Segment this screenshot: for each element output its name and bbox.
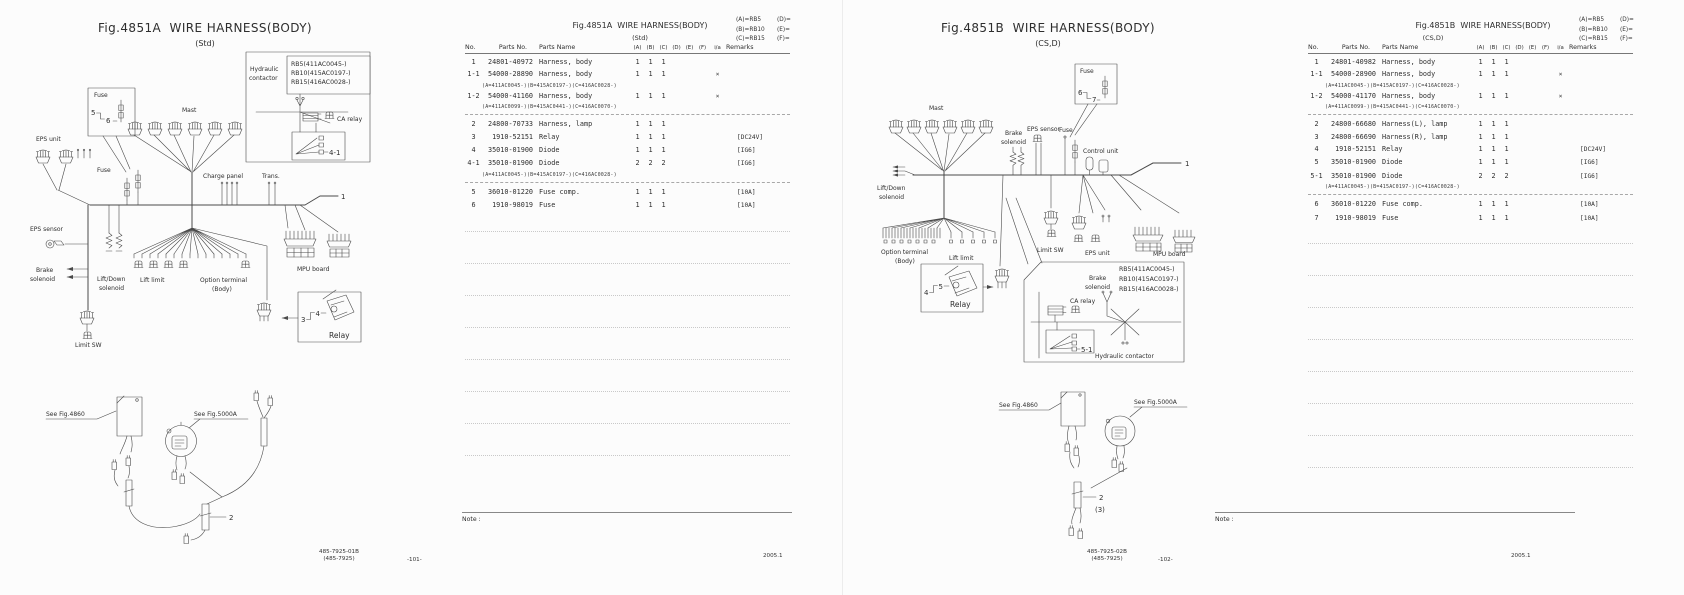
table-title: Fig.4851B WIRE HARNESS(BODY): [1415, 21, 1551, 30]
label-rb10: RB10(415AC0197-): [291, 70, 351, 77]
page-fig4851b: [842, 0, 1684, 595]
note-label: Note :: [462, 516, 481, 523]
callout-6: 6: [1078, 89, 1083, 97]
applicability-note: (A=411AC0045-)(B=415AC0197-)(C=416AC0028-): [482, 171, 617, 178]
label-fuse-2: Fuse: [1059, 127, 1073, 134]
model-legend: [1579, 16, 1634, 45]
label-see-fig4860: See Fig.4860: [46, 411, 85, 418]
doc-number: 485-7925-01B (485-7925): [319, 549, 359, 562]
label-brake-4: solenoid: [1085, 284, 1111, 291]
diagram-labels: [30, 61, 363, 522]
label-fuse: Fuse: [94, 92, 108, 99]
callout-4: 4: [315, 310, 320, 318]
diagram-title: Fig.4851A WIRE HARNESS(BODY): [97, 21, 313, 35]
label-mpu-board: MPU board: [297, 266, 330, 273]
eps-unit-connectors: [1072, 175, 1110, 242]
callout-5: 5: [91, 109, 96, 117]
label-brake-1: Brake: [36, 267, 54, 274]
table-subtitle: (CS,D): [1422, 34, 1444, 42]
label-control-unit: Control unit: [1083, 148, 1119, 155]
body-harness-fan: [134, 228, 250, 268]
label-see-fig4860: See Fig.4860: [999, 402, 1038, 409]
legend-row: (B)=RB10 (E)=: [1579, 26, 1634, 33]
table-row: 1-2 54000-41170 Harness, body 1 1 1 × (A=411AC0099-)(B=415AC0441-)(C=416AC0070-): [1308, 90, 1633, 115]
label-rb10: RB10(415AC0197-): [1119, 276, 1179, 283]
callout-1: 1: [1185, 160, 1190, 168]
fuse-callout-box: [88, 88, 135, 172]
limit-sw-connector: [80, 311, 94, 339]
empty-row-rule: [465, 423, 790, 424]
label-lift-limit: Lift limit: [949, 255, 974, 262]
label-rb5: RB5(411AC0045-): [291, 61, 347, 68]
mpu-board-connectors: [1111, 175, 1195, 252]
table-row: 1-1 54000-28890 Harness, body 1 1 1 × (A=411AC0045-)(B=415AC0197-)(C=416AC0028-): [465, 68, 790, 89]
legend-row: (B)=RB10 (E)=: [736, 26, 791, 33]
callout-2: 2: [229, 514, 234, 522]
empty-row-rule: [465, 455, 790, 456]
label-mpu-board: MPU board: [1153, 251, 1186, 258]
applicability-note: (A=411AC0099-)(B=415AC0441-)(C=416AC0070-): [1325, 104, 1460, 111]
label-brake-3: Brake: [1089, 275, 1107, 282]
label-option-terminal-2: (Body): [212, 286, 232, 293]
callout-4-1: 4-1: [329, 149, 341, 157]
legend-row: (C)=RB15 (F)=: [1579, 36, 1633, 42]
label-brake-2: solenoid: [30, 276, 56, 283]
label-ca-relay: CA relay: [337, 116, 363, 123]
empty-row-rule: [465, 263, 790, 264]
empty-row-rule: [1308, 403, 1633, 404]
callout-6: 6: [106, 117, 111, 125]
brake-solenoid-leads: [67, 267, 88, 279]
label-relay: Relay: [329, 331, 350, 340]
empty-row-rule: [1308, 243, 1633, 244]
label-fuse: Fuse: [1080, 68, 1094, 75]
label-liftdown-2: solenoid: [879, 194, 905, 201]
label-lift-limit: Lift limit: [140, 277, 165, 284]
applicability-note: (A=411AC0045-)(B=415AC0197-)(C=416AC0028-): [482, 82, 617, 89]
label-eps-unit: EPS unit: [1085, 250, 1110, 257]
diagram-subtitle: (CS,D): [1035, 39, 1061, 48]
inline-fuse-icons: [125, 170, 140, 205]
wire-harness-diagram-csd: [843, 0, 1243, 560]
parts-table-header: No. Parts No. Parts Name (A) (B) (C) (D) (E) (F) i/a Remarks: [465, 44, 790, 54]
ca-relay-icon: [1048, 306, 1080, 315]
label-mast: Mast: [182, 107, 197, 114]
charge-panel-pins: [221, 182, 276, 205]
callout-2-qty: (3): [1095, 506, 1105, 514]
label-rb15: RB15(416AC0028-): [1119, 286, 1179, 293]
callout-4: 4: [924, 289, 929, 297]
diagram-labels: [877, 68, 1189, 514]
fuse-icon: [119, 100, 123, 122]
main-trunk: [913, 163, 1181, 175]
empty-row-rule: [465, 231, 790, 232]
table-row: 4 1910-52151 Relay 1 1 1 [DC24V]: [1314, 145, 1607, 154]
label-limit-sw: Limit SW: [75, 342, 102, 349]
callout-5-1: 5-1: [1081, 346, 1093, 354]
empty-row-rule: [1308, 339, 1633, 340]
callout-3: 3: [301, 316, 306, 324]
eps-unit-connectors: [36, 149, 91, 205]
wire-harness-diagram-std: [0, 0, 420, 560]
parts-table: [1308, 44, 1633, 225]
table-row: 1-2 54000-41160 Harness, body 1 1 1 × (A=411AC0099-)(B=415AC0441-)(C=416AC0070-): [465, 90, 790, 115]
empty-row-rule: [465, 295, 790, 296]
label-hydraulic-1: Hydraulic: [250, 66, 279, 73]
label-see-fig5000a: See Fig.5000A: [1134, 399, 1177, 406]
applicability-note: (A=411AC0045-)(B=415AC0197-)(C=416AC0028-): [1325, 184, 1460, 191]
table-row: 4-1 35010-01900 Diode 2 2 2 [IG6] (A=411AC0045-)(B=415AC0197-)(C=416AC0028-): [465, 157, 790, 182]
diagram-subtitle: (Std): [195, 39, 215, 48]
label-limit-sw: Limit SW: [1037, 247, 1064, 254]
date-stamp: 2005.1: [763, 553, 783, 559]
label-hydraulic-contactor: Hydraulic contactor: [1095, 353, 1154, 360]
empty-row-rule: [1308, 307, 1633, 308]
liftdown-solenoid-coils: [106, 205, 122, 251]
table-row: 1-1 54000-28900 Harness, body 1 1 1 × (A=411AC0045-)(B=415AC0197-)(C=416AC0028-): [1308, 68, 1633, 89]
label-option-terminal: Option terminal: [200, 277, 247, 284]
inline-fuse-icons: [1064, 136, 1077, 175]
table-row: 5 35010-01900 Diode 1 1 1 [IG6]: [1314, 158, 1599, 167]
limit-sw-connector: [1044, 175, 1058, 237]
bottom-subharness: [999, 392, 1187, 539]
table-subtitle: (Std): [632, 34, 648, 42]
callout-5: 5: [938, 283, 943, 291]
label-brake-2: solenoid: [1001, 139, 1027, 146]
model-legend: [736, 16, 791, 45]
diagram-title: Fig.4851B WIRE HARNESS(BODY): [940, 21, 1156, 35]
table-row: 3 24800-66690 Harness(R), lamp 1 1 1: [1314, 132, 1509, 141]
table-title: Fig.4851A WIRE HARNESS(BODY): [572, 21, 708, 30]
legend-row: (A)=RB5 (D)=: [1579, 17, 1634, 23]
note-rule: [462, 512, 792, 513]
mpu-board-connectors: [284, 205, 351, 257]
empty-row-rule: [465, 327, 790, 328]
body-harness-fan: [883, 218, 997, 243]
parts-table-body: [465, 56, 790, 213]
empty-row-rule: [465, 359, 790, 360]
harness-linework: [883, 64, 1195, 539]
page-number: -101-: [407, 557, 422, 563]
table-row: 5-1 35010-01900 Diode 2 2 2 [IG6] (A=411AC0045-)(B=415AC0197-)(C=416AC0028-): [1308, 170, 1633, 195]
label-option-terminal-2: (Body): [895, 258, 915, 265]
table-row: 2 24800-66680 Harness(L), lamp 1 1 1: [1314, 120, 1509, 129]
table-row: 2 24800-70733 Harness, lamp 1 1 1: [471, 120, 666, 129]
table-row: 1 24801-40982 Harness, body 1 1 1: [1314, 58, 1509, 66]
label-eps-sensor: EPS sensor: [1027, 126, 1061, 133]
empty-row-rule: [1308, 435, 1633, 436]
applicability-note: (A=411AC0099-)(B=415AC0441-)(C=416AC0070-): [482, 104, 617, 111]
table-row: 6 1910-98019 Fuse 1 1 1 [10A]: [471, 201, 756, 210]
date-stamp: 2005.1: [1511, 553, 1531, 559]
table-row: 3 1910-52151 Relay 1 1 1 [DC24V]: [471, 132, 764, 141]
label-hydraulic-2: contactor: [249, 75, 278, 82]
label-liftdown-2: solenoid: [99, 285, 125, 292]
relay-callout-box: [921, 175, 1009, 312]
table-row: 4 35010-01900 Diode 1 1 1 [IG6]: [471, 146, 756, 155]
harness-linework: [36, 52, 370, 544]
label-charge-panel: Charge panel: [203, 173, 244, 180]
page-number: -102-: [1158, 557, 1173, 563]
label-rb5: RB5(411AC0045-): [1119, 266, 1175, 273]
table-row: 5 36010-01220 Fuse comp. 1 1 1 [10A]: [471, 187, 756, 196]
parts-table-body: [1308, 56, 1633, 225]
parts-table: [465, 44, 790, 213]
doc-number: 485-7925-02B (485-7925): [1087, 549, 1127, 562]
label-option-terminal: Option terminal: [881, 249, 928, 256]
table-row: 7 1910-98019 Fuse 1 1 1 [10A]: [1314, 213, 1599, 222]
table-row: 1 24801-40972 Harness, body 1 1 1: [471, 58, 666, 66]
label-liftdown-1: Lift/Down: [97, 276, 126, 283]
liftdown-solenoid-leads: [893, 165, 915, 176]
label-liftdown-1: Lift/Down: [877, 185, 906, 192]
applicability-note: (A=411AC0045-)(B=415AC0197-)(C=416AC0028-): [1325, 82, 1460, 89]
empty-row-rule: [1308, 371, 1633, 372]
label-mast: Mast: [929, 105, 944, 112]
empty-row-rule: [465, 391, 790, 392]
label-trans: Trans.: [262, 173, 280, 180]
label-ca-relay: CA relay: [1070, 298, 1096, 305]
label-brake-1: Brake: [1005, 130, 1023, 137]
eps-sensor-icon: [46, 240, 88, 248]
ca-relay-icon: [303, 112, 334, 121]
label-relay: Relay: [950, 300, 971, 309]
label-rb15: RB15(416AC0028-): [291, 79, 351, 86]
callout-1: 1: [341, 193, 346, 201]
note-rule: [1215, 512, 1575, 513]
parts-table-header: No. Parts No. Parts Name (A) (B) (C) (D) (E) (F) i/a Remarks: [1308, 44, 1633, 54]
empty-row-rule: [1308, 275, 1633, 276]
legend-row: (A)=RB5 (D)=: [736, 17, 791, 23]
mast-connectors: [889, 120, 993, 218]
callout-7: 7: [1092, 96, 1097, 104]
label-see-fig5000a: See Fig.5000A: [194, 411, 237, 418]
control-unit-icons: [1086, 157, 1108, 175]
fuse-icon: [1103, 76, 1107, 98]
note-label: Note :: [1215, 516, 1234, 523]
label-fuse-2: Fuse: [97, 167, 111, 174]
eps-sensor-icon: [1033, 135, 1042, 175]
brake-solenoid-coils: [1010, 147, 1024, 175]
table-row: 6 36010-01220 Fuse comp. 1 1 1 [10A]: [1314, 200, 1599, 209]
legend-row: (C)=RB15 (F)=: [736, 36, 790, 42]
label-eps-unit: EPS unit: [36, 136, 61, 143]
callout-2: 2: [1099, 494, 1104, 502]
label-eps-sensor: EPS sensor: [30, 226, 64, 233]
empty-row-rule: [1308, 467, 1633, 468]
